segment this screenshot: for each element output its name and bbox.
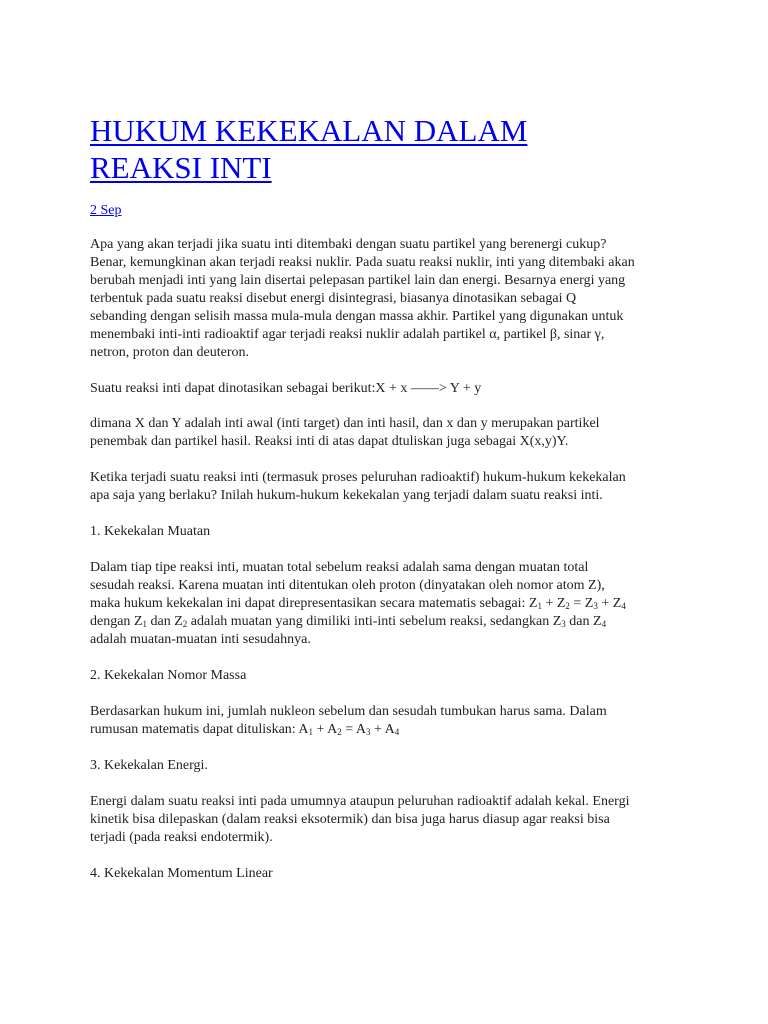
heading-mass-number: 2. Kekekalan Nomor Massa [90, 668, 247, 683]
post-date [90, 202, 122, 220]
energy-line: kinetik bisa dilepaskan (dalam reaksi eksotermik) dan bisa juga harus diasup agar reaksi bisa [90, 812, 610, 827]
intro-line: netron, proton dan deuteron. [90, 345, 250, 360]
intro-line: menembaki inti-inti radioaktif agar terjadi reaksi nuklir adalah partikel α, partikel β, sinar γ, [90, 327, 605, 342]
explanation-paragraph [90, 415, 680, 451]
question-line: Ketika terjadi suatu reaksi inti (termasuk proses peluruhan radioaktif) hukum-hukum kekekalan [90, 470, 626, 485]
intro-line: terbentuk pada suatu reaksi disebut energi disintegrasi, biasanya dinotasikan sebagai Q [90, 291, 577, 306]
charge-equation: $Z_1 + Z_2 = Z_3 + Z_4$ [528, 596, 626, 611]
mass-line: rumusan matematis dapat dituliskan: $A_1 + A_2 = A_3 + A_4$ [90, 722, 400, 737]
article-title [90, 112, 650, 186]
charge-line: dengan $Z_1$ dan $Z_2$ adalah muatan yang dimiliki inti-inti sebelum reaksi, sedangkan $Z_3$ dan $Z_4$ [90, 614, 607, 629]
title-line-1: HUKUM KEKEKALAN DALAM [90, 113, 528, 148]
title-line-2: REAKSI INTI [90, 150, 272, 185]
charge-line: adalah muatan-muatan inti sesudahnya. [90, 632, 311, 647]
notation-line: Suatu reaksi inti dapat dinotasikan sebagai berikut:X + x ——> Y + y [90, 381, 482, 396]
intro-line: Apa yang akan terjadi jika suatu inti ditembaki dengan suatu partikel yang berenergi cukup? [90, 237, 607, 252]
energy-line: terjadi (pada reaksi endotermik). [90, 830, 273, 845]
intro-line: Benar, kemungkinan akan terjadi reaksi nuklir. Pada suatu reaksi nuklir, inti yang ditembaki akan [90, 255, 635, 270]
explanation-line: dimana X dan Y adalah inti awal (inti target) dan inti hasil, dan x dan y merupakan partikel [90, 416, 600, 431]
heading-momentum: 4. Kekekalan Momentum Linear [90, 866, 273, 881]
charge-line: maka hukum kekekalan ini dapat direpresentasikan secara matematis sebagai: $Z_1 + Z_2 = Z_3 + Z_4$ [90, 596, 626, 611]
article-title-link[interactable] [90, 113, 527, 185]
intro-paragraph [90, 236, 680, 362]
notation-paragraph [90, 380, 680, 398]
intro-line: berubah menjadi inti yang lain disertai pelepasan partikel lain dan energi. Besarnya energi yang [90, 273, 626, 288]
explanation-line: penembak dan partikel hasil. Reaksi inti di atas dapat dtuliskan juga sebagai X(x,y)Y. [90, 434, 569, 449]
mass-paragraph [90, 703, 680, 739]
heading-charge: 1. Kekekalan Muatan [90, 524, 211, 539]
charge-line: Dalam tiap tipe reaksi inti, muatan total sebelum reaksi adalah sama dengan muatan total [90, 560, 589, 575]
intro-line: sebanding dengan selisih massa mula-mula dengan massa akhir. Partikel yang digunakan untuk [90, 309, 624, 324]
question-line: apa saja yang berlaku? Inilah hukum-hukum kekekalan yang terjadi dalam suatu reaksi inti. [90, 488, 603, 503]
heading-energy: 3. Kekekalan Energi. [90, 758, 208, 773]
energy-line: Energi dalam suatu reaksi inti pada umumnya ataupun peluruhan radioaktif adalah kekal. Energi [90, 794, 630, 809]
energy-paragraph [90, 793, 680, 847]
post-date-link[interactable]: 2 Sep [90, 203, 122, 218]
charge-paragraph [90, 559, 680, 649]
mass-line: Berdasarkan hukum ini, jumlah nukleon sebelum dan sesudah tumbukan harus sama. Dalam [90, 704, 607, 719]
question-paragraph [90, 469, 680, 505]
charge-line: sesudah reaksi. Karena muatan inti ditentukan oleh proton (dinyatakan oleh nomor atom Z), [90, 578, 605, 593]
mass-equation: $A_1 + A_2 = A_3 + A_4$ [298, 722, 400, 737]
